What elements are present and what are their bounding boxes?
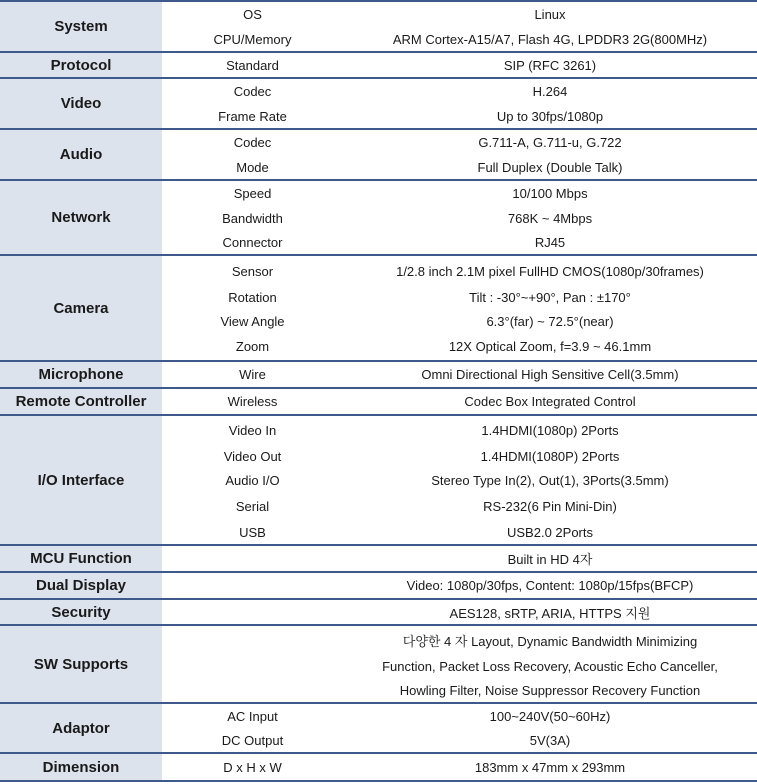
spec-value: 10/100 Mbps xyxy=(343,180,757,206)
spec-value: 1/2.8 inch 2.1M pixel FullHD CMOS(1080p/30frames) xyxy=(343,255,757,286)
category-label-video: Video xyxy=(0,78,162,129)
spec-value: Function, Packet Loss Recovery, Acoustic Echo Canceller, xyxy=(343,654,757,678)
spec-table-body xyxy=(0,1,757,781)
spec-label: Zoom xyxy=(162,333,343,361)
category-label-i-o-interface: I/O Interface xyxy=(0,415,162,545)
spec-row xyxy=(0,388,757,415)
spec-value: 183mm x 47mm x 293mm xyxy=(343,753,757,781)
spec-row xyxy=(0,545,757,572)
category-label-network: Network xyxy=(0,180,162,255)
spec-row xyxy=(0,129,757,155)
spec-value: Full Duplex (Double Talk) xyxy=(343,155,757,180)
spec-label: View Angle xyxy=(162,309,343,333)
spec-row xyxy=(0,255,757,286)
category-label-camera: Camera xyxy=(0,255,162,361)
spec-row xyxy=(0,180,757,206)
spec-label: DC Output xyxy=(162,728,343,753)
spec-label: Wireless xyxy=(162,388,343,415)
spec-label: Sensor xyxy=(162,255,343,286)
spec-value: Built in HD 4자 xyxy=(343,545,757,572)
spec-label xyxy=(162,599,343,625)
spec-value: G.711-A, G.711-u, G.722 xyxy=(343,129,757,155)
spec-label: Standard xyxy=(162,52,343,78)
spec-value: 5V(3A) xyxy=(343,728,757,753)
spec-value: 다양한 4 자 Layout, Dynamic Bandwidth Minimizing xyxy=(343,625,757,654)
spec-label: Rotation xyxy=(162,286,343,309)
spec-label: Video In xyxy=(162,415,343,444)
spec-label: Frame Rate xyxy=(162,104,343,129)
spec-label: OS xyxy=(162,1,343,27)
spec-row xyxy=(0,78,757,104)
spec-label: Bandwidth xyxy=(162,206,343,230)
spec-value: Stereo Type In(2), Out(1), 3Ports(3.5mm) xyxy=(343,468,757,493)
spec-label: Serial xyxy=(162,493,343,520)
category-label-audio: Audio xyxy=(0,129,162,180)
category-label-dual-display: Dual Display xyxy=(0,572,162,599)
category-label-protocol: Protocol xyxy=(0,52,162,78)
spec-value: ARM Cortex-A15/A7, Flash 4G, LPDDR3 2G(800MHz) xyxy=(343,27,757,52)
spec-row xyxy=(0,52,757,78)
spec-value: 6.3°(far) ~ 72.5°(near) xyxy=(343,309,757,333)
spec-label: Video Out xyxy=(162,444,343,468)
spec-label: Mode xyxy=(162,155,343,180)
spec-value: Linux xyxy=(343,1,757,27)
category-label-security: Security xyxy=(0,599,162,625)
category-label-microphone: Microphone xyxy=(0,361,162,388)
category-label-remote-controller: Remote Controller xyxy=(0,388,162,415)
spec-value: 12X Optical Zoom, f=3.9 ~ 46.1mm xyxy=(343,333,757,361)
category-label-mcu-function: MCU Function xyxy=(0,545,162,572)
spec-label: USB xyxy=(162,520,343,545)
spec-label: Audio I/O xyxy=(162,468,343,493)
spec-label xyxy=(162,678,343,703)
category-label-adaptor: Adaptor xyxy=(0,703,162,753)
spec-value: 100~240V(50~60Hz) xyxy=(343,703,757,728)
spec-label: Codec xyxy=(162,129,343,155)
spec-label: Wire xyxy=(162,361,343,388)
spec-value: 1.4HDMI(1080P) 2Ports xyxy=(343,444,757,468)
spec-row xyxy=(0,361,757,388)
spec-row xyxy=(0,703,757,728)
spec-value: Video: 1080p/30fps, Content: 1080p/15fps(BFCP) xyxy=(343,572,757,599)
spec-value: RJ45 xyxy=(343,230,757,255)
spec-label: AC Input xyxy=(162,703,343,728)
category-label-sw-supports: SW Supports xyxy=(0,625,162,703)
spec-value: 768K ~ 4Mbps xyxy=(343,206,757,230)
spec-value: Up to 30fps/1080p xyxy=(343,104,757,129)
spec-value: Codec Box Integrated Control xyxy=(343,388,757,415)
spec-label xyxy=(162,572,343,599)
spec-label xyxy=(162,625,343,654)
spec-value: Howling Filter, Noise Suppressor Recovery Function xyxy=(343,678,757,703)
spec-label: D x H x W xyxy=(162,753,343,781)
spec-label: CPU/Memory xyxy=(162,27,343,52)
category-label-system: System xyxy=(0,1,162,52)
spec-label xyxy=(162,654,343,678)
spec-row xyxy=(0,599,757,625)
spec-value: Tilt : -30°~+90°, Pan : ±170° xyxy=(343,286,757,309)
spec-label: Codec xyxy=(162,78,343,104)
spec-label: Connector xyxy=(162,230,343,255)
spec-row xyxy=(0,415,757,444)
spec-value: Omni Directional High Sensitive Cell(3.5mm) xyxy=(343,361,757,388)
spec-value: AES128, sRTP, ARIA, HTTPS 지원 xyxy=(343,599,757,625)
spec-row xyxy=(0,625,757,654)
spec-value: SIP (RFC 3261) xyxy=(343,52,757,78)
spec-value: H.264 xyxy=(343,78,757,104)
spec-row xyxy=(0,753,757,781)
spec-row xyxy=(0,572,757,599)
spec-value: 1.4HDMI(1080p) 2Ports xyxy=(343,415,757,444)
spec-label xyxy=(162,545,343,572)
category-label-dimension: Dimension xyxy=(0,753,162,781)
spec-value: USB2.0 2Ports xyxy=(343,520,757,545)
spec-label: Speed xyxy=(162,180,343,206)
spec-value: RS-232(6 Pin Mini-Din) xyxy=(343,493,757,520)
spec-row xyxy=(0,1,757,27)
